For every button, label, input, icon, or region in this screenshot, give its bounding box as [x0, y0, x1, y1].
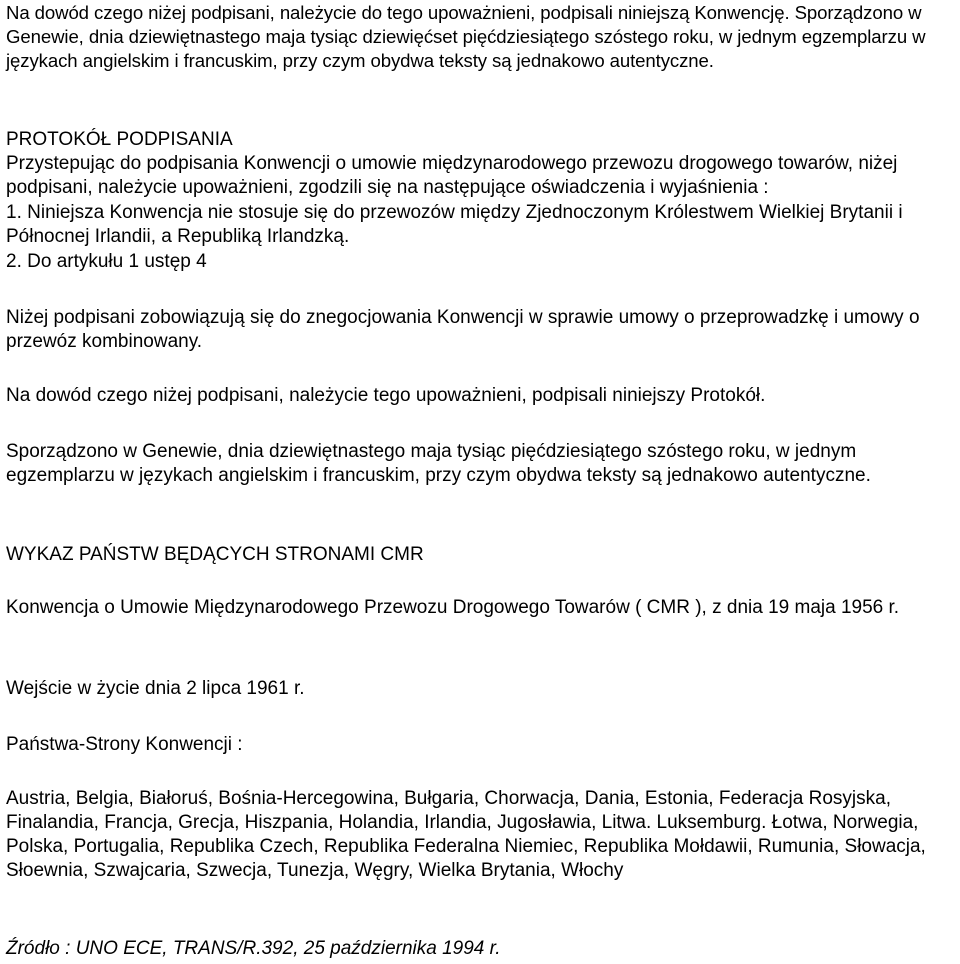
protocol-intro: Przystepując do podpisania Konwencji o umowie międzynarodowego przewozu drogowego towarów, niżej podpisani, należycie upoważnieni, zgodzili się na następujące oświadczenia i wyjaśnienia : — [6, 153, 898, 198]
source-citation: Źródło : UNO ECE, TRANS/R.392, 25 października 1994 r. — [6, 938, 501, 959]
convention-title: Konwencja o Umowie Międzynarodowego Przewozu Drogowego Towarów ( CMR ), z dnia 19 maja 1956 r. — [6, 597, 900, 618]
parties-label: Państwa-Strony Konwencji : — [6, 734, 243, 755]
protocol-item-1: 1. Niniejsza Konwencja nie stosuje się do przewozów między Zjednoczonym Królestwem Wielkiej Brytanii i Północnej Irlandii, a Republiką Irlandzką. — [6, 202, 903, 247]
entry-into-force: Wejście w życie dnia 2 lipca 1961 r. — [6, 678, 305, 699]
list-heading: WYKAZ PAŃSTW BĘDĄCYCH STRONAMI CMR — [6, 544, 424, 565]
parties-list: Austria, Belgia, Białoruś, Bośnia-Hercegowina, Bułgaria, Chorwacja, Dania, Estonia, Federacja Rosyjska, Finalandia, Francja, Grecja, Hiszpania, Holandia, Irlandia, Jugosławia, Litwa. Luksemburg. Łotwa, Norwegia, Polska, Portugalia, Republika Czech, Republika Federalna Niemiec, Republika Mołdawii, Rumunia, Słowacja, Słoewnia, Szwajcaria, Szwecja, Tunezja, Węgry, Wielka Brytania, Włochy — [6, 788, 926, 881]
witness-paragraph: Na dowód czego niżej podpisani, należycie tego upoważnieni, podpisali niniejszy Protokół. — [6, 385, 766, 406]
protocol-item-2: 2. Do artykułu 1 ustęp 4 — [6, 251, 207, 272]
protocol-heading: PROTOKÓŁ PODPISANIA — [6, 129, 233, 150]
negotiation-paragraph: Niżej podpisani zobowiązują się do znegocjowania Konwencji w sprawie umowy o przeprowadzkę i umowy o przewóz kombinowany. — [6, 307, 920, 352]
intro-paragraph: Na dowód czego niżej podpisani, należycie do tego upoważnieni, podpisali niniejszą Konwencję. Sporządzono w Genewie, dnia dziewiętnastego maja tysiąc dziewięćset pięćdziesiątego szóstego roku, w jednym egzemplarzu w językach angielskim i francuskim, przy czym obydwa teksty są jednakowo autentyczne. — [6, 2, 926, 71]
done-paragraph: Sporządzono w Genewie, dnia dziewiętnastego maja tysiąc pięćdziesiątego szóstego roku, w jednym egzemplarzu w językach angielskim i francuskim, przy czym obydwa teksty są jednakowo autentyczne. — [6, 441, 871, 486]
